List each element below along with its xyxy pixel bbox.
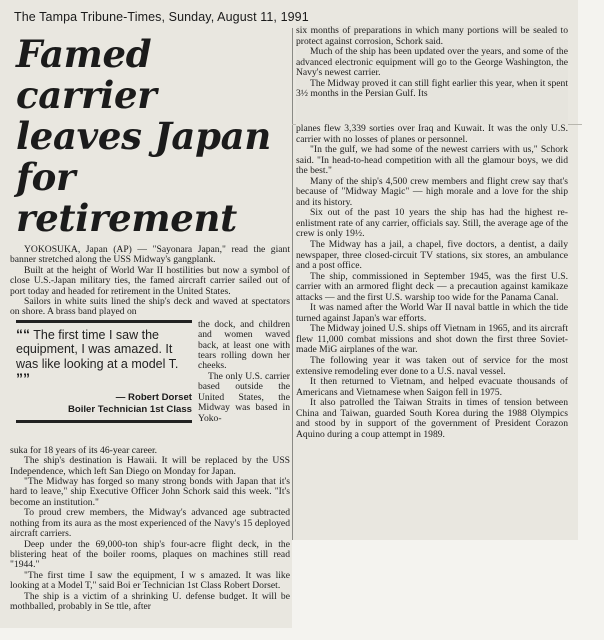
paragraph: It was named after the World War II naval battle in which the tide turned against Japan's war efforts. — [296, 302, 568, 324]
paragraph: suka for 18 years of its 46-year career. — [10, 444, 158, 456]
right-column-top — [296, 26, 568, 124]
paragraph: "The first time I saw the equipment, I w s amazed. It was like looking at a Model T," said Boi er Technician 1st Class Robert Dorset. — [10, 569, 290, 592]
headline-line-3: for retirement — [16, 155, 237, 240]
paragraph: The Midway joined U.S. ships off Vietnam in 1965, and its aircraft flew 11,000 combat missions and shot down the first three Soviet-made MiG airplanes of the war. — [296, 323, 568, 356]
paragraph: The ship is a victim of a shrinking U. defense budget. It will be mothballed, probably in Se ttle, after — [10, 590, 290, 612]
background — [292, 540, 604, 640]
pull-quote-text: The first time I saw the equipment, I was amazed. It was like looking at a model T. — [16, 327, 179, 371]
paragraph: The ship's destination is Hawaii. It will be replaced by the USS Independence, which left San Diego on Monday for Japan. — [10, 455, 290, 477]
paragraph: It also patrolled the Taiwan Straits in times of tension between China and Taiwan, guarded South Korea during the 1988 Olympics and stood by in support of the government of President Corazon Aquino during a coup attempt in 1989. — [296, 397, 568, 440]
side-text — [198, 320, 290, 424]
pull-quote-attribution — [16, 392, 192, 416]
column-divider — [292, 28, 293, 618]
paragraph: YOKOSUKA, Japan (AP) — "Sayonara Japan," read the giant banner stretched along the USS Midway's gangplank. — [10, 244, 290, 266]
paragraph: The ship, commissioned in September 1945, was the first U.S. carrier with an armored flight deck — a precaution against kamikaze attacks — and the first U.S. warship too wide for the Panama Canal. — [296, 270, 568, 303]
masthead: The Tampa Tribune-Times, Sunday, August 11, 1991 — [14, 10, 309, 24]
pull-quote-name: — Robert Dorset — [115, 391, 192, 403]
right-top-text — [296, 26, 568, 100]
left-body-text — [10, 446, 290, 613]
headline — [16, 34, 290, 239]
paragraph: To proud crew members, the Midway's advanced age subtracted nothing from its aura as the most experienced of the Navy's 15 deployed aircraft carriers. — [10, 507, 290, 540]
pull-quote — [16, 327, 192, 387]
right-main-text — [296, 124, 568, 440]
open-quote-mark: ““ — [16, 325, 30, 342]
paragraph: It then returned to Vietnam, and helped evacuate thousands of Americans and Vietnamese when Saigon fell in 1975. — [296, 376, 568, 398]
paragraph: The Midway has a jail, a chapel, five doctors, a dentist, a daily newspaper, three closed-circuit TV stations, six stores, an ambulance and a post office. — [296, 239, 568, 272]
paragraph: Sailors in white suits lined the ship's deck and waved at spectators on shore. A brass band played on — [10, 296, 290, 318]
paragraph: The only U.S. carrier based outside the United States, the Midway was based in Yoko- — [198, 370, 290, 424]
paragraph: "In the gulf, we had some of the newest carriers with us," Schork said. "In head-to-head competition with all the glamour boys, we did the best." — [296, 144, 568, 177]
pull-quote-title: Boiler Technician 1st Class — [67, 403, 192, 415]
intro-text — [10, 245, 290, 318]
right-column — [296, 124, 568, 538]
pull-quote-box — [16, 320, 192, 423]
paragraph: the dock, and children and women waved back, at least one with tears rolling down her cheeks. — [198, 318, 290, 372]
paragraph: "The Midway has forged so many strong bonds with Japan that it's hard to leave," ship Executive Officer John Schork said this week. "It's become an institution." — [10, 476, 290, 508]
paragraph: six months of preparations in which many portions will be sealed to protect against corrosion, Schork said. — [296, 25, 568, 47]
paragraph: The Midway proved it can still fight earlier this year, when it spent 3½ months in the Persian Gulf. Its — [296, 77, 568, 100]
paragraph: Much of the ship has been updated over the years, and some of the advanced electronic equipment will go to the George Washington, the Navy's newest carrier. — [296, 46, 568, 79]
paragraph: Deep under the 69,000-ton ship's four-acre flight deck, in the blistering heat of the boiler rooms, plaques on machines still read "1944." — [10, 538, 290, 571]
close-quote-mark: ”” — [16, 370, 30, 387]
pull-quote-row — [10, 320, 290, 454]
paragraph: Built at the height of World War II hostilities but now a symbol of close U.S.-Japan military ties, the famed aircraft carrier sailed out of port today and headed for retirement in the United States. — [10, 264, 290, 297]
paragraph: planes flew 3,339 sorties over Iraq and Kuwait. It was the only U.S. carrier with no losses of planes or personnel. — [296, 123, 568, 145]
headline-line-1: Famed carrier — [16, 32, 157, 117]
paragraph: The following year it was taken out of service for the most extensive remodeling ever done to a U.S. naval vessel. — [296, 355, 568, 377]
paragraph: Six out of the past 10 years the ship has had the highest re-enlistment rate of any carrier, officials say. Still, the average age of the crew is only 19½. — [296, 207, 568, 240]
paragraph: Many of the ship's 4,500 crew members and flight crew say that's because of "Midway Magic" — high morale and a love for the ship and its history. — [296, 175, 568, 208]
left-column — [10, 30, 290, 628]
headline-line-2: leaves Japan — [16, 114, 271, 158]
